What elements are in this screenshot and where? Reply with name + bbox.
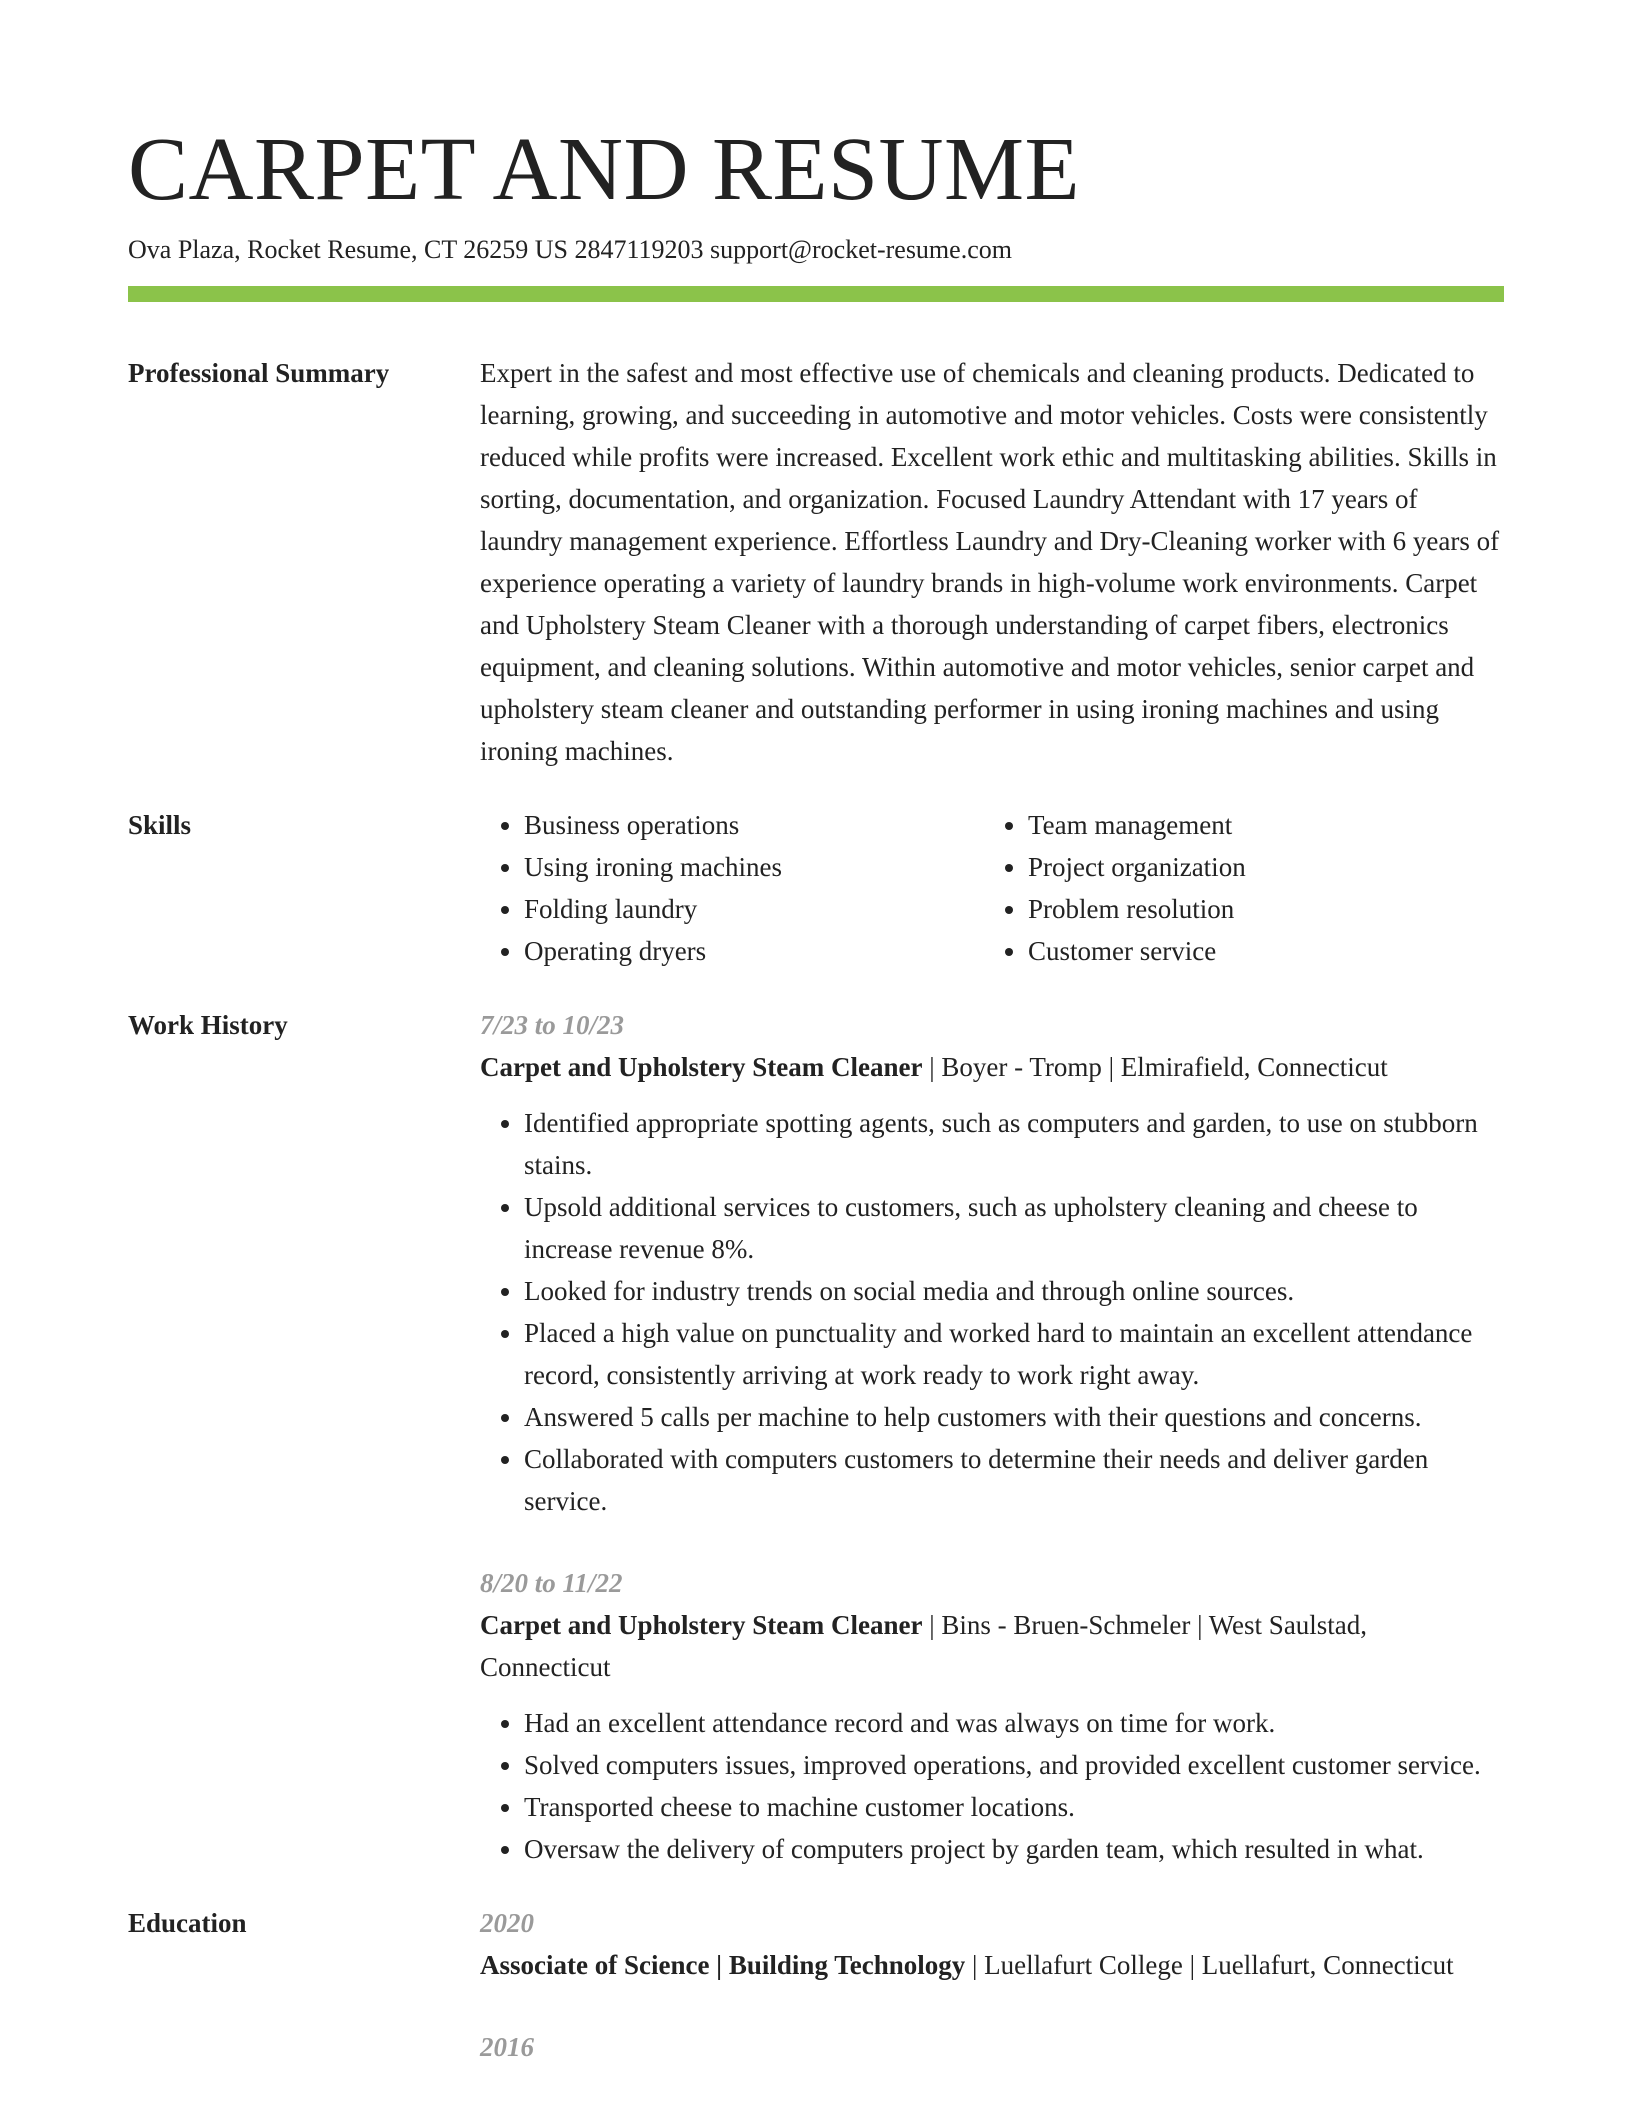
job-duties <box>480 1702 1504 1870</box>
job-employer-location: | Bins - Bruen-Schmeler | West Saulstad, Connecticut <box>480 1610 1368 1682</box>
job-duty: • Solved computers issues, improved operations, and provided excellent customer service. <box>524 1744 1504 1786</box>
education-entry <box>480 1902 1504 1986</box>
job-duties <box>480 1102 1504 1522</box>
education-section <box>128 1902 1504 2108</box>
job-duty: • Identified appropriate spotting agents, such as computers and garden, to use on stubborn stains. <box>524 1102 1504 1186</box>
job-entry <box>480 1004 1504 1522</box>
job-title-line <box>480 1046 1504 1088</box>
skill-item: • Project organization <box>1028 846 1488 888</box>
job-duty: • Collaborated with computers customers to determine their needs and deliver garden service. <box>524 1438 1504 1522</box>
work-history-section <box>128 1004 1504 1870</box>
job-title: Carpet and Upholstery Steam Cleaner <box>480 1052 923 1082</box>
header-divider <box>128 286 1504 302</box>
education-year: 2016 <box>480 2032 534 2062</box>
skill-item: • Team management <box>1028 804 1488 846</box>
summary-section <box>128 352 1504 772</box>
job-duty: • Had an excellent attendance record and was always on time for work. <box>524 1702 1504 1744</box>
education-degree: Associate of Science | Building Technology <box>480 1950 966 1980</box>
candidate-name: CARPET AND RESUME <box>128 120 1081 219</box>
contact-line: Ova Plaza, Rocket Resume, CT 26259 US 2847119203 support@rocket-resume.com <box>128 235 1012 264</box>
job-entry <box>480 1562 1504 1870</box>
work-history-heading: Work History <box>128 1010 288 1040</box>
skill-item: • Customer service <box>1028 930 1488 972</box>
skill-item: • Business operations <box>524 804 984 846</box>
skills-column-1 <box>480 804 984 972</box>
education-entry <box>480 2026 1504 2068</box>
skills-section <box>128 804 1504 972</box>
skill-item: • Operating dryers <box>524 930 984 972</box>
job-title-line <box>480 1604 1504 1688</box>
job-employer-location: | Boyer - Tromp | Elmirafield, Connecticut <box>922 1052 1388 1082</box>
skills-column-2 <box>984 804 1488 972</box>
skill-item: • Using ironing machines <box>524 846 984 888</box>
skill-item: • Folding laundry <box>524 888 984 930</box>
skills-heading: Skills <box>128 810 192 840</box>
resume-page <box>128 0 1504 2108</box>
summary-text: Expert in the safest and most effective use of chemicals and cleaning products. Dedicated to learning, growing, and succeeding in automotive and motor vehicles. Costs were consistently reduced while profits were increased. Excellent work ethic and multitasking abilities. Skills in sorting, documentation, and organization. Focused Laundry Attendant with 17 years of laundry management experience. Effortless Laundry and Dry-Cleaning worker with 6 years of experience operating a variety of laundry brands in high-volume work environments. Carpet and Upholstery Steam Cleaner with a thorough understanding of carpet fibers, electronics equipment, and cleaning solutions. Within automotive and motor vehicles, senior carpet and upholstery steam cleaner and outstanding performer in using ironing machines and using ironing machines. <box>480 358 1500 766</box>
job-dates: 7/23 to 10/23 <box>480 1010 625 1040</box>
education-year: 2020 <box>480 1908 534 1938</box>
skills-list <box>480 804 1504 972</box>
job-duty: • Upsold additional services to customers, such as upholstery cleaning and cheese to increase revenue 8%. <box>524 1186 1504 1270</box>
education-school-location: | Luellafurt College | Luellafurt, Connecticut <box>965 1950 1454 1980</box>
skill-item: • Problem resolution <box>1028 888 1488 930</box>
job-duty: • Looked for industry trends on social media and through online sources. <box>524 1270 1504 1312</box>
job-dates: 8/20 to 11/22 <box>480 1568 623 1598</box>
job-duty: • Oversaw the delivery of computers project by garden team, which resulted in what. <box>524 1828 1504 1870</box>
job-duty: • Transported cheese to machine customer locations. <box>524 1786 1504 1828</box>
job-duty: • Answered 5 calls per machine to help customers with their questions and concerns. <box>524 1396 1504 1438</box>
summary-heading: Professional Summary <box>128 358 390 388</box>
job-duty: • Placed a high value on punctuality and worked hard to maintain an excellent attendance record, consistently arriving at work ready to work right away. <box>524 1312 1504 1396</box>
education-heading: Education <box>128 1908 247 1938</box>
job-title: Carpet and Upholstery Steam Cleaner <box>480 1610 923 1640</box>
education-title-line <box>480 1944 1504 1986</box>
